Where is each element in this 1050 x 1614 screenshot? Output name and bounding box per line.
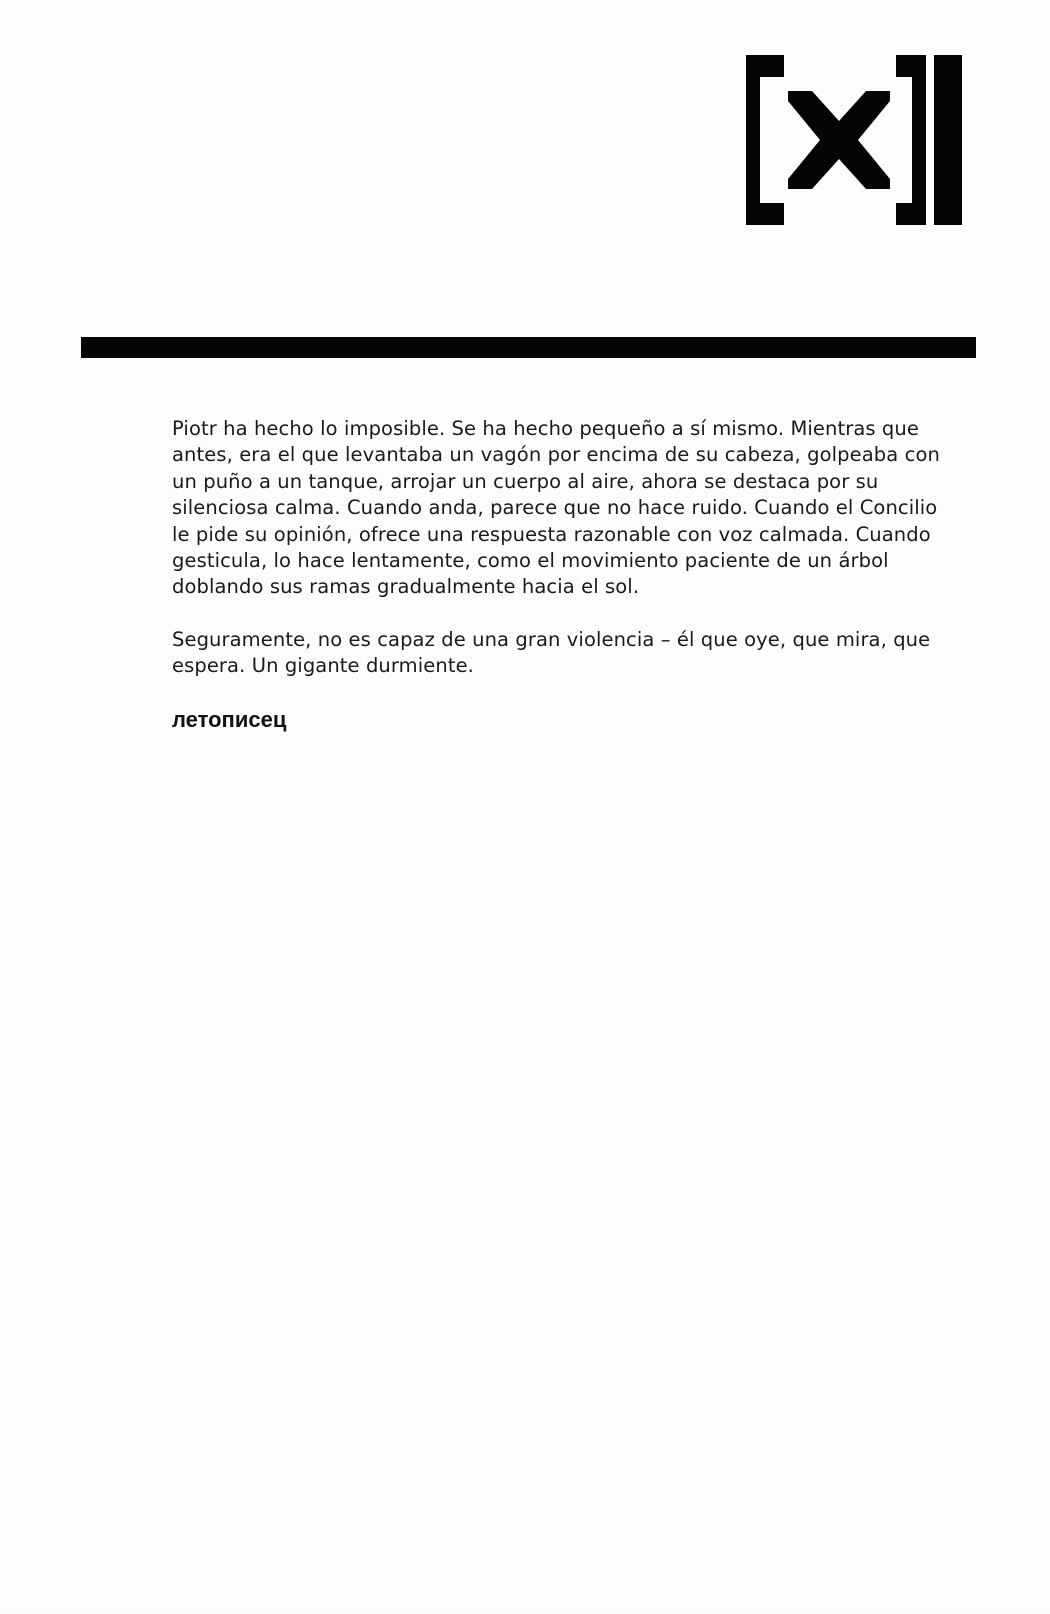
bracketed-x-logo-icon (746, 55, 962, 225)
signature: летописец (172, 706, 287, 732)
paragraph-1: Piotr ha hecho lo imposible. Se ha hecho pequeño a sí mismo. Mientras que antes, era el que levantaba un vagón por encima de su cabeza, golpeaba con un puño a un tanque, arrojar un cuerpo al aire, ahora se destaca por su silenciosa calma. Cuando anda, parece que no hace ruido. Cuando el Concilio le pide su opinión, ofrece una respuesta razonable con voz calmada. Cuando gesticula, lo hace lentamente, como el movimiento paciente de un árbol doblando sus ramas gradualmente hacia el sol. (172, 417, 940, 599)
article-body (172, 416, 947, 734)
logo-graphic (746, 55, 962, 225)
paragraph-2: Seguramente, no es capaz de una gran violencia – él que oye, que mira, que espera. Un gigante durmiente. (172, 627, 931, 678)
header-divider (81, 337, 976, 358)
